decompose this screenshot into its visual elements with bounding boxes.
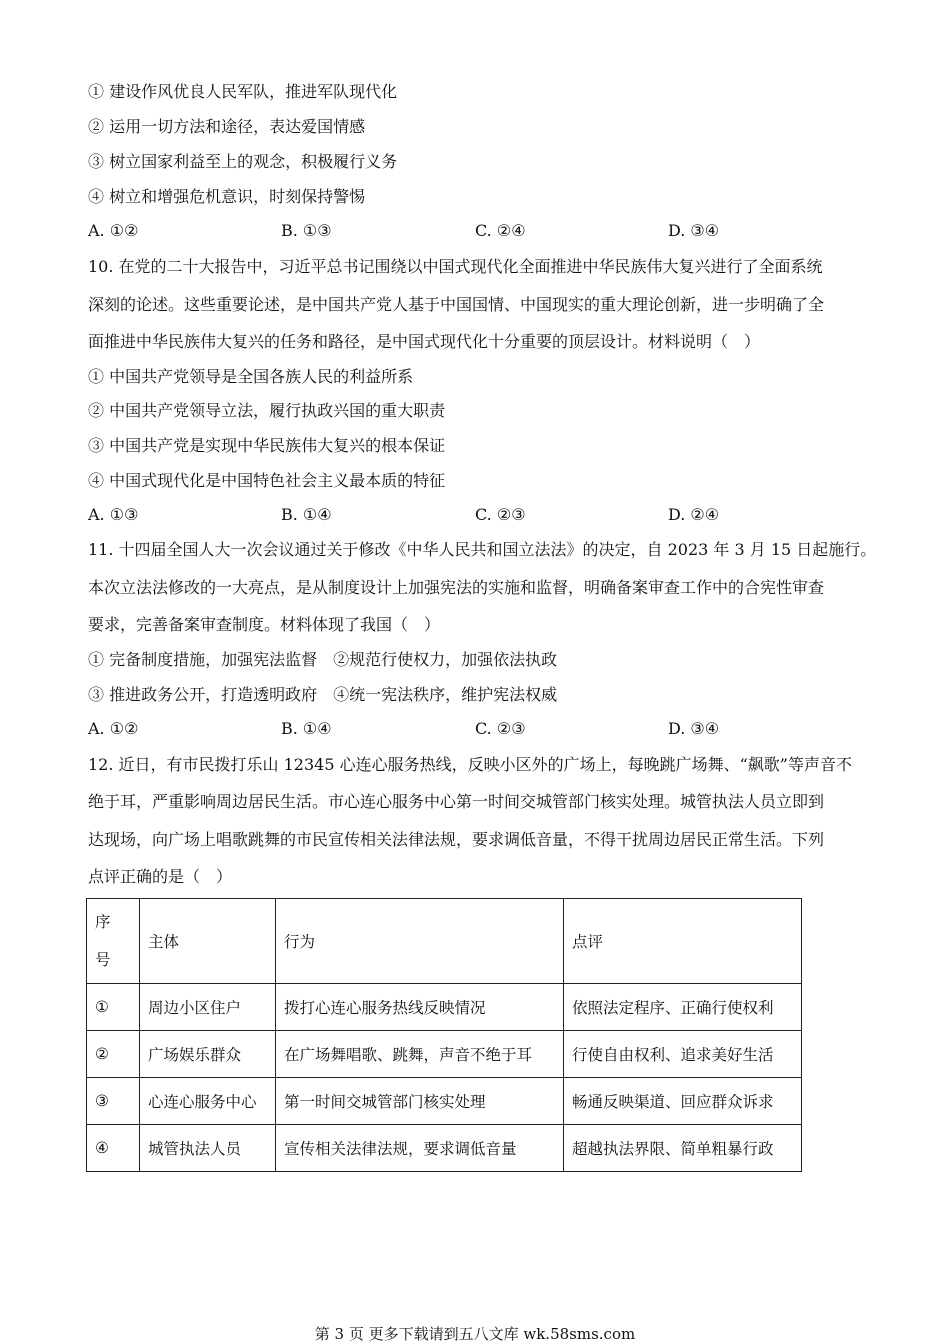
q9-option-4: ④ 树立和增强危机意识，时刻保持警惕	[88, 187, 366, 206]
table-cell-comment: 依照法定程序、正确行使权利	[564, 984, 802, 1031]
q12-table	[86, 898, 802, 1172]
q10-option-3: ③ 中国共产党是实现中华民族伟大复兴的根本保证	[88, 436, 446, 455]
table-header-row	[87, 899, 802, 984]
table-cell-comment: 行使自由权利、追求美好生活	[564, 1031, 802, 1078]
q11-choice-b[interactable]: B. ①④	[281, 719, 332, 738]
table-header-comment: 点评	[564, 899, 802, 984]
page-footer: 第 3 页 更多下载请到五八文库 wk.58sms.com	[314, 1325, 636, 1343]
q10-choice-c[interactable]: C. ②③	[475, 505, 526, 524]
q9-option-1: ① 建设作风优良人民军队，推进军队现代化	[88, 82, 398, 101]
q11-choices	[88, 719, 888, 739]
q11-options-3-4: ③ 推进政务公开，打造透明政府 ④统一宪法秩序，维护宪法权威	[88, 685, 558, 704]
q9-choices	[88, 221, 888, 241]
q12-stem-line-2: 绝于耳，严重影响周边居民生活。市心连心服务中心第一时间交城管部门核实处理。城管执法人员立即到	[88, 792, 825, 811]
table-row	[87, 1125, 802, 1172]
q10-option-4: ④ 中国式现代化是中国特色社会主义最本质的特征	[88, 471, 446, 490]
q10-option-2: ② 中国共产党领导立法，履行执政兴国的重大职责	[88, 401, 446, 420]
q10-choice-d[interactable]: D. ②④	[668, 505, 720, 524]
table-cell-action: 在广场舞唱歌、跳舞，声音不绝于耳	[276, 1031, 564, 1078]
q10-choice-a[interactable]: A. ①③	[88, 505, 139, 524]
table-header-index: 序号	[87, 899, 140, 984]
table-cell-index: ④	[87, 1125, 140, 1172]
table-cell-comment: 超越执法界限、简单粗暴行政	[564, 1125, 802, 1172]
table-cell-subject: 城管执法人员	[140, 1125, 276, 1172]
q9-option-3: ③ 树立国家利益至上的观念，积极履行义务	[88, 152, 398, 171]
q10-choice-b[interactable]: B. ①④	[281, 505, 332, 524]
table-row	[87, 1031, 802, 1078]
table-header-action: 行为	[276, 899, 564, 984]
q11-choice-d[interactable]: D. ③④	[668, 719, 720, 738]
q9-choice-b[interactable]: B. ①③	[281, 221, 332, 240]
q11-stem-line-1: 11. 十四届全国人大一次会议通过关于修改《中华人民共和国立法法》的决定，自 2023 年 3 月 15 日起施行。	[88, 540, 877, 559]
q11-stem-line-2: 本次立法法修改的一大亮点，是从制度设计上加强宪法的实施和监督，明确备案审查工作中的合宪性审查	[88, 578, 825, 597]
q12-stem-line-3: 达现场，向广场上唱歌跳舞的市民宣传相关法律法规，要求调低音量，不得干扰周边居民正常生活。下列	[88, 830, 825, 849]
q11-choice-c[interactable]: C. ②③	[475, 719, 526, 738]
q10-stem-line-1: 10. 在党的二十大报告中，习近平总书记围绕以中国式现代化全面推进中华民族伟大复兴进行了全面系统	[88, 257, 823, 276]
table-cell-action: 宣传相关法律法规，要求调低音量	[276, 1125, 564, 1172]
q10-stem-line-3: 面推进中华民族伟大复兴的任务和路径，是中国式现代化十分重要的顶层设计。材料说明（ ）	[88, 332, 761, 351]
table-cell-subject: 周边小区住户	[140, 984, 276, 1031]
table-cell-subject: 心连心服务中心	[140, 1078, 276, 1125]
q9-choice-c[interactable]: C. ②④	[475, 221, 526, 240]
table-row	[87, 1078, 802, 1125]
q11-options-1-2: ① 完备制度措施，加强宪法监督 ②规范行使权力，加强依法执政	[88, 650, 558, 669]
q12-stem-line-4: 点评正确的是（ ）	[88, 867, 233, 886]
table-cell-action: 拨打心连心服务热线反映情况	[276, 984, 564, 1031]
q9-choice-a[interactable]: A. ①②	[88, 221, 139, 240]
table-cell-comment: 畅通反映渠道、回应群众诉求	[564, 1078, 802, 1125]
q9-option-2: ② 运用一切方法和途径，表达爱国情感	[88, 117, 366, 136]
q11-choice-a[interactable]: A. ①②	[88, 719, 139, 738]
table-cell-index: ③	[87, 1078, 140, 1125]
q10-stem-line-2: 深刻的论述。这些重要论述，是中国共产党人基于中国国情、中国现实的重大理论创新，进一步明确了全	[88, 295, 825, 314]
table-cell-action: 第一时间交城管部门核实处理	[276, 1078, 564, 1125]
table-header-subject: 主体	[140, 899, 276, 984]
table-cell-subject: 广场娱乐群众	[140, 1031, 276, 1078]
q10-option-1: ① 中国共产党领导是全国各族人民的利益所系	[88, 367, 414, 386]
q9-choice-d[interactable]: D. ③④	[668, 221, 720, 240]
table-cell-index: ②	[87, 1031, 140, 1078]
q11-stem-line-3: 要求，完善备案审查制度。材料体现了我国（ ）	[88, 615, 441, 634]
table-row	[87, 984, 802, 1031]
q10-choices	[88, 505, 888, 525]
q12-stem-line-1: 12. 近日，有市民拨打乐山 12345 心连心服务热线，反映小区外的广场上，每晚跳广场舞、“飙歌”等声音不	[88, 755, 852, 774]
table-cell-index: ①	[87, 984, 140, 1031]
